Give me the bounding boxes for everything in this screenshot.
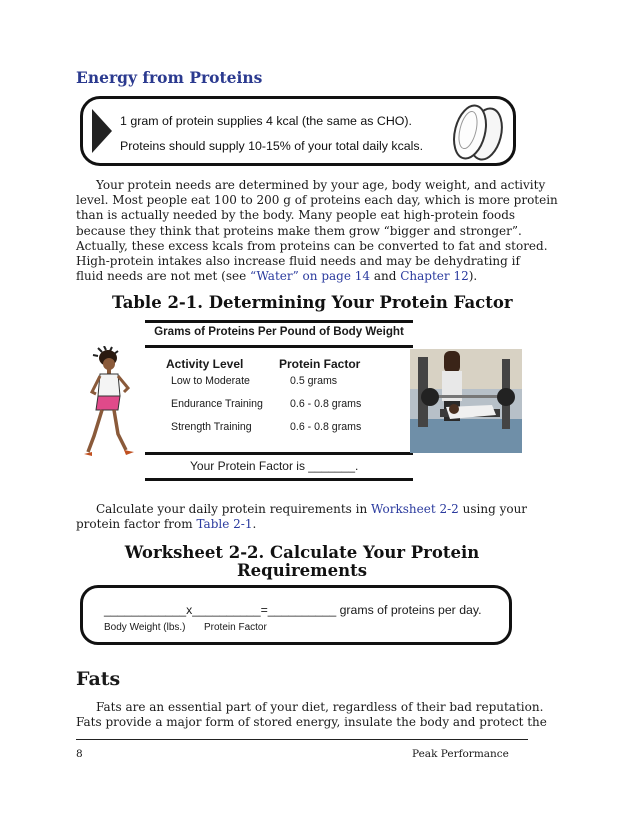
page-number: 8 (76, 748, 83, 760)
table-footer: Your Protein Factor is _______. (190, 459, 359, 473)
row-activity: Strength Training (171, 421, 252, 433)
calc-line: Calculate your daily protein requirements in Worksheet 2-2 using your (96, 502, 528, 516)
protein-factor-label: Protein Factor (204, 622, 267, 633)
callout-line-2: Proteins should supply 10-15% of your total daily kcals. (120, 139, 424, 153)
worksheet-title-line-2: Requirements (236, 561, 368, 580)
row-activity: Low to Moderate (171, 375, 250, 387)
intro-paragraph (76, 178, 558, 284)
row-factor: 0.6 - 0.8 grams (290, 421, 362, 433)
bench-press-photo (410, 349, 522, 453)
intro-line: than is actually needed by the body. Many people eat high-protein foods (76, 208, 516, 223)
worksheet-title-line-1: Worksheet 2-2. Calculate Your Protein (124, 543, 480, 562)
row-factor: 0.5 grams (290, 375, 338, 387)
intro-last-line: fluid needs are not met (see “Water” on page 14 and Chapter 12). (76, 269, 478, 284)
section-title: Energy from Proteins (76, 68, 263, 87)
fats-line: Fats provide a major form of stored energy, insulate the body and protect the (76, 715, 547, 730)
table-top-rule (145, 320, 413, 323)
footer-rule (76, 739, 528, 740)
table-bottom-rule (145, 478, 413, 481)
table-footer-rule (145, 452, 413, 455)
fats-paragraph (76, 700, 547, 730)
intro-line: Actually, these excess kcals from proteins can be converted to fat and stored. (76, 238, 548, 253)
book-title: Peak Performance (412, 748, 509, 760)
row-factor: 0.6 - 0.8 grams (290, 398, 362, 410)
callout-line-1: 1 gram of protein supplies 4 kcal (the same as CHO). (120, 114, 412, 128)
fats-line: Fats are an essential part of your diet, regardless of their bad reputation. (96, 700, 544, 714)
intro-line: level. Most people eat 100 to 200 g of proteins each day, which is more protein (76, 193, 558, 208)
intro-line: Your protein needs are determined by your age, body weight, and activity (96, 178, 546, 192)
worksheet-formula[interactable]: ____________x__________=__________ grams of proteins per day. (104, 603, 482, 617)
calc-paragraph (76, 502, 526, 532)
column-protein-factor: Protein Factor (279, 357, 361, 371)
table-2-1-link[interactable]: Table 2-1 (196, 517, 253, 532)
column-activity-level: Activity Level (166, 357, 244, 371)
table-title: Table 2-1. Determining Your Protein Factor (112, 293, 513, 312)
intro-line: High-protein intakes also increase fluid needs and may be dehydrating if (76, 254, 520, 269)
worksheet-2-2-link[interactable]: Worksheet 2-2 (371, 502, 459, 516)
calc-line: protein factor from Table 2-1. (76, 517, 257, 532)
water-page-link[interactable]: “Water” on page 14 (250, 269, 371, 284)
chapter-12-link[interactable]: Chapter 12 (400, 269, 469, 284)
intro-line: because they think that proteins make them grow “bigger and stronger”. (76, 223, 522, 238)
pill-icon (444, 100, 520, 166)
row-activity: Endurance Training (171, 398, 263, 410)
body-weight-label: Body Weight (lbs.) (104, 622, 186, 633)
fats-heading: Fats (76, 668, 121, 690)
table-header: Grams of Proteins Per Pound of Body Weight (154, 325, 404, 338)
arrow-right-icon (92, 109, 112, 153)
table-header-rule (145, 345, 413, 348)
walking-woman-illustration (84, 346, 144, 464)
